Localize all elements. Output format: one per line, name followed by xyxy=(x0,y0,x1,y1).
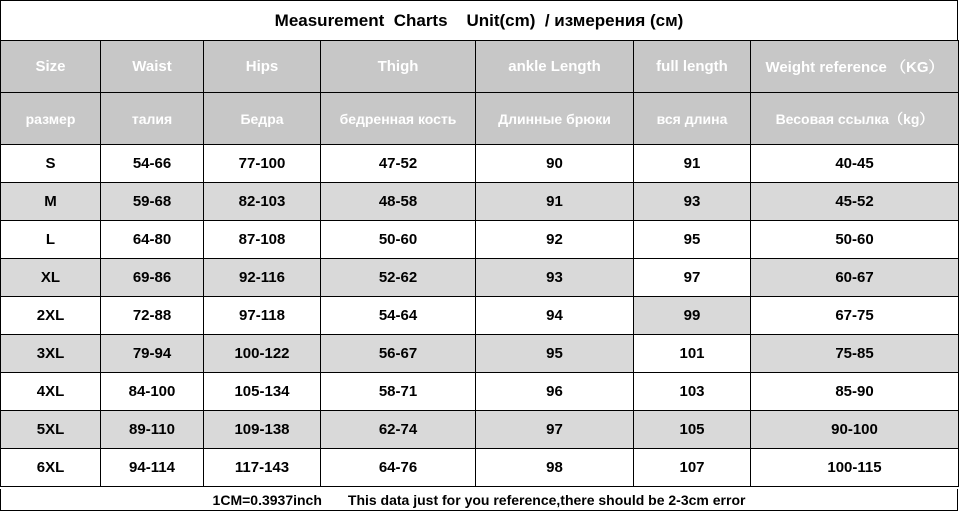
value-cell: 97-118 xyxy=(204,297,321,335)
value-cell: 58-71 xyxy=(321,373,476,411)
header-cell: Бедра xyxy=(204,93,321,145)
table-row xyxy=(1,259,959,297)
size-cell: 5XL xyxy=(1,411,101,449)
value-cell: 90-100 xyxy=(751,411,959,449)
value-cell: 56-67 xyxy=(321,335,476,373)
value-cell: 79-94 xyxy=(101,335,204,373)
value-cell: 96 xyxy=(476,373,634,411)
value-cell: 99 xyxy=(634,297,751,335)
table-row xyxy=(1,145,959,183)
size-table xyxy=(0,40,959,487)
header-cell: размер xyxy=(1,93,101,145)
value-cell: 94-114 xyxy=(101,449,204,487)
table-row xyxy=(1,297,959,335)
header-row-russian xyxy=(1,93,959,145)
value-cell: 103 xyxy=(634,373,751,411)
value-cell: 48-58 xyxy=(321,183,476,221)
size-cell: 4XL xyxy=(1,373,101,411)
value-cell: 82-103 xyxy=(204,183,321,221)
size-cell: 3XL xyxy=(1,335,101,373)
value-cell: 77-100 xyxy=(204,145,321,183)
value-cell: 62-74 xyxy=(321,411,476,449)
value-cell: 107 xyxy=(634,449,751,487)
value-cell: 97 xyxy=(634,259,751,297)
value-cell: 47-52 xyxy=(321,145,476,183)
value-cell: 93 xyxy=(476,259,634,297)
value-cell: 59-68 xyxy=(101,183,204,221)
table-row xyxy=(1,373,959,411)
size-cell: 2XL xyxy=(1,297,101,335)
header-cell: вся длина xyxy=(634,93,751,145)
table-row xyxy=(1,221,959,259)
size-cell: 6XL xyxy=(1,449,101,487)
header-cell: full length xyxy=(634,41,751,93)
value-cell: 54-64 xyxy=(321,297,476,335)
value-cell: 91 xyxy=(634,145,751,183)
value-cell: 87-108 xyxy=(204,221,321,259)
header-cell: ankle Length xyxy=(476,41,634,93)
value-cell: 52-62 xyxy=(321,259,476,297)
header-cell: Weight reference （KG） xyxy=(751,41,959,93)
header-cell: Длинные брюки xyxy=(476,93,634,145)
conversion-note: 1CM=0.3937inch xyxy=(212,491,322,508)
header-cell: Size xyxy=(1,41,101,93)
value-cell: 50-60 xyxy=(321,221,476,259)
size-cell: S xyxy=(1,145,101,183)
value-cell: 100-115 xyxy=(751,449,959,487)
value-cell: 90 xyxy=(476,145,634,183)
header-cell: талия xyxy=(101,93,204,145)
value-cell: 89-110 xyxy=(101,411,204,449)
value-cell: 94 xyxy=(476,297,634,335)
value-cell: 64-76 xyxy=(321,449,476,487)
error-note: This data just for you reference,there should be 2-3cm error xyxy=(347,491,746,508)
size-cell: M xyxy=(1,183,101,221)
value-cell: 72-88 xyxy=(101,297,204,335)
value-cell: 75-85 xyxy=(751,335,959,373)
header-cell: Hips xyxy=(204,41,321,93)
value-cell: 67-75 xyxy=(751,297,959,335)
value-cell: 91 xyxy=(476,183,634,221)
header-cell: Thigh xyxy=(321,41,476,93)
value-cell: 109-138 xyxy=(204,411,321,449)
value-cell: 105 xyxy=(634,411,751,449)
value-cell: 92 xyxy=(476,221,634,259)
header-cell: Весовая ссылка（kg） xyxy=(751,93,959,145)
table-row xyxy=(1,335,959,373)
header-row-english xyxy=(1,41,959,93)
value-cell: 84-100 xyxy=(101,373,204,411)
value-cell: 69-86 xyxy=(101,259,204,297)
value-cell: 64-80 xyxy=(101,221,204,259)
header-cell: бедренная кость xyxy=(321,93,476,145)
size-cell: XL xyxy=(1,259,101,297)
value-cell: 95 xyxy=(476,335,634,373)
value-cell: 45-52 xyxy=(751,183,959,221)
value-cell: 92-116 xyxy=(204,259,321,297)
table-row xyxy=(1,183,959,221)
value-cell: 117-143 xyxy=(204,449,321,487)
size-cell: L xyxy=(1,221,101,259)
value-cell: 100-122 xyxy=(204,335,321,373)
value-cell: 54-66 xyxy=(101,145,204,183)
table-row xyxy=(1,449,959,487)
value-cell: 95 xyxy=(634,221,751,259)
value-cell: 85-90 xyxy=(751,373,959,411)
value-cell: 93 xyxy=(634,183,751,221)
value-cell: 50-60 xyxy=(751,221,959,259)
value-cell: 97 xyxy=(476,411,634,449)
value-cell: 60-67 xyxy=(751,259,959,297)
value-cell: 101 xyxy=(634,335,751,373)
value-cell: 105-134 xyxy=(204,373,321,411)
chart-title: Measurement Charts Unit(cm) / измерения (см) xyxy=(0,0,958,40)
chart-footer xyxy=(0,489,958,511)
value-cell: 98 xyxy=(476,449,634,487)
header-cell: Waist xyxy=(101,41,204,93)
table-row xyxy=(1,411,959,449)
value-cell: 40-45 xyxy=(751,145,959,183)
